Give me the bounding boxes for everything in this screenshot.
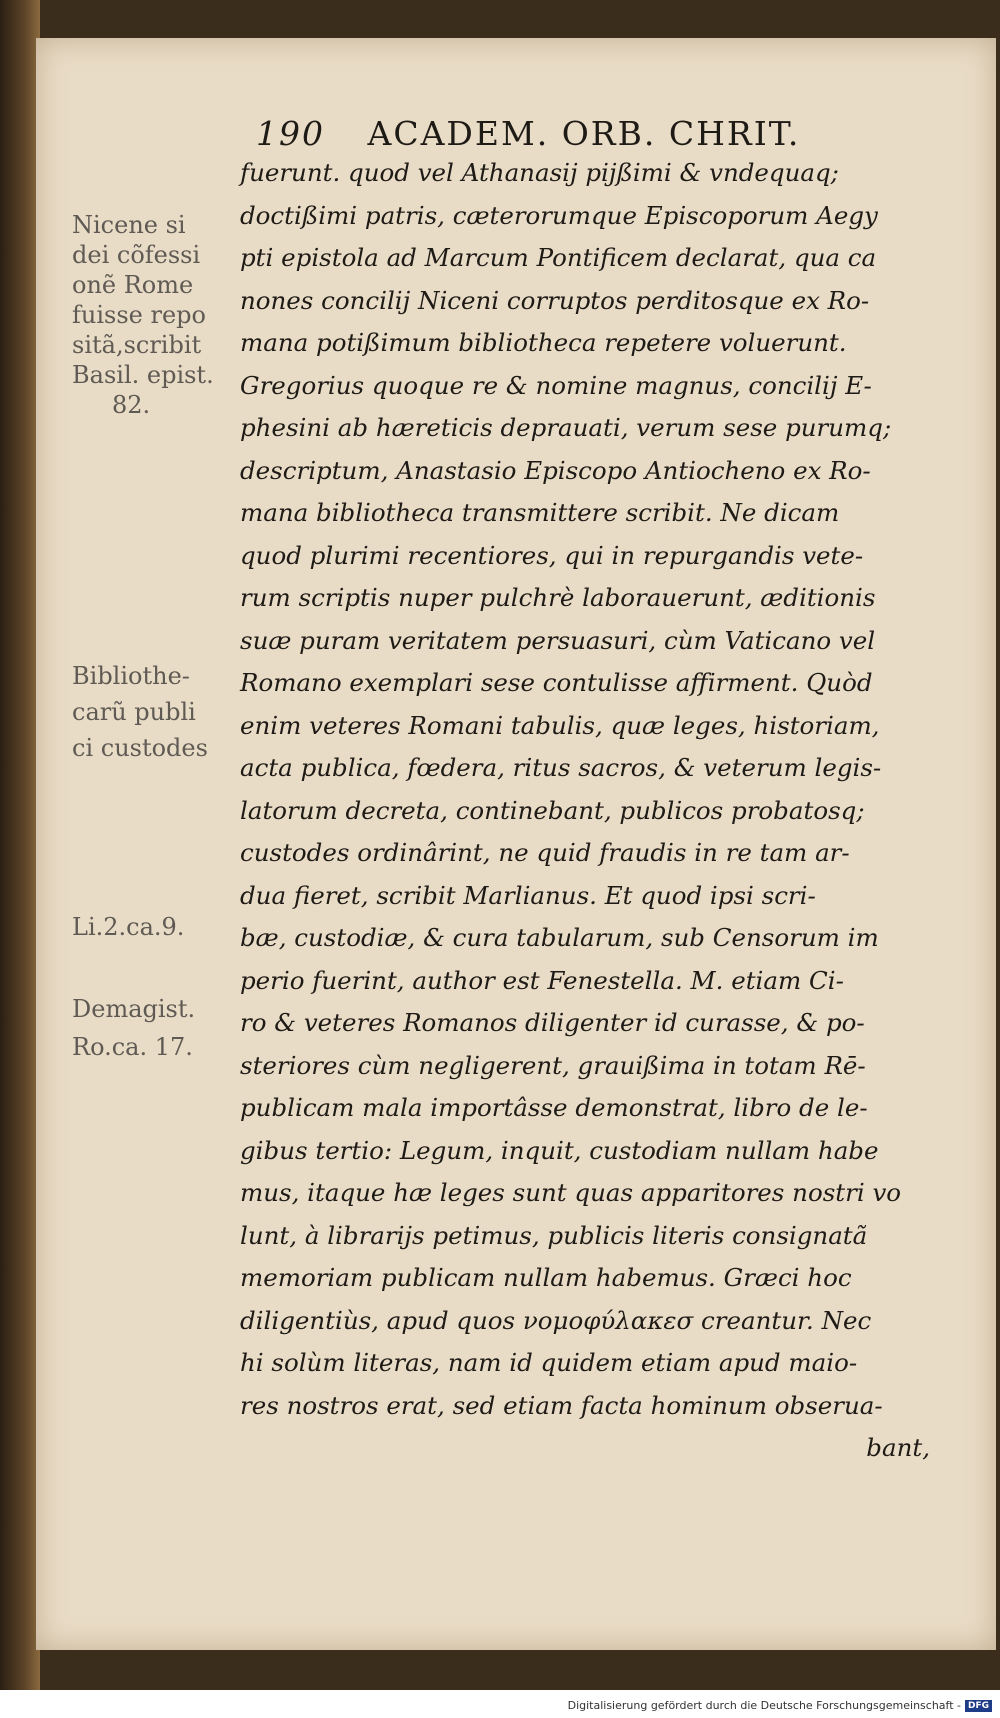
- text-line: mana bibliotheca transmittere scribit. Ne dicam: [240, 498, 840, 527]
- text-line: fuerunt. quod vel Athanasij pijßimi & vndequaq;: [240, 158, 839, 187]
- text-line: diligentiùs, apud quos νομοφύλακεσ creantur. Nec: [240, 1305, 872, 1335]
- text-line: suæ puram veritatem persuasuri, cùm Vaticano vel: [240, 625, 876, 655]
- text-line: Gregorius quoque re & nomine magnus, concilij E-: [240, 370, 872, 400]
- margin-note-line: 82.: [112, 391, 151, 419]
- digitization-credit: [568, 1699, 992, 1712]
- margin-note-line: dei cõfessi: [72, 241, 201, 269]
- page-number: 190: [256, 114, 325, 153]
- text-line: lunt, à librarijs petimus, publicis literis consignatã: [240, 1220, 868, 1250]
- text-line: dua fieret, scribit Marlianus. Et quod ipsi scri-: [240, 880, 816, 910]
- text-line: hi solùm literas, nam id quidem etiam apud maio-: [240, 1348, 858, 1377]
- margin-note-line: onẽ Rome: [72, 271, 194, 299]
- margin-note-line: ci custodes: [72, 734, 208, 762]
- text-line: steriores cùm negligerent, grauißima in totam Rē-: [240, 1050, 866, 1080]
- text-line: perio fuerint, author est Fenestella. M. etiam Ci-: [240, 965, 844, 995]
- margin-note-line: fuisse repo: [72, 301, 206, 329]
- footer-bar: [0, 1690, 1000, 1718]
- text-line: pti epistola ad Marcum Pontificem declarat, qua ca: [240, 243, 877, 272]
- text-line: bæ, custodiæ, & cura tabularum, sub Censorum im: [240, 923, 879, 952]
- page-header: [256, 114, 800, 153]
- running-title: ACADEM. ORB. CHRIT.: [367, 114, 801, 153]
- margin-note-line: carũ publi: [72, 698, 196, 726]
- credit-text: Digitalisierung gefördert durch die Deutsche Forschungsgemeinschaft -: [567, 1699, 961, 1712]
- margin-note: [72, 210, 242, 420]
- text-line: latorum decreta, continebant, publicos probatosq;: [240, 795, 865, 825]
- text-line: ro & veteres Romanos diligenter id curasse, & po-: [240, 1008, 865, 1037]
- text-line: quod plurimi recentiores, qui in repurgandis vete-: [240, 540, 864, 570]
- margin-note-line: Ro.ca. 17.: [72, 1033, 193, 1061]
- text-line: phesini ab hæreticis deprauati, verum sese purumq;: [240, 413, 892, 442]
- book-binding-edge: [0, 0, 40, 1718]
- margin-note-line: sitã,scribit: [72, 331, 202, 359]
- text-line: res nostros erat, sed etiam facta hominum obserua-: [240, 1390, 883, 1420]
- text-line: custodes ordinârint, ne quid fraudis in re tam ar-: [240, 838, 850, 867]
- text-line: memoriam publicam nullam habemus. Græci hoc: [240, 1263, 852, 1292]
- text-line: mus, itaque hæ leges sunt quas apparitores nostri vo: [240, 1178, 902, 1207]
- margin-note-line: Li.2.ca.9.: [72, 913, 185, 941]
- text-line: mana potißimum bibliotheca repetere voluerunt.: [240, 328, 847, 357]
- main-text-column: [240, 152, 950, 1470]
- text-line: Romano exemplari sese contulisse affirment. Quòd: [240, 668, 873, 697]
- margin-note: [72, 990, 242, 1066]
- text-line: publicam mala importâsse demonstrat, libro de le-: [240, 1093, 868, 1122]
- margin-note: [72, 658, 242, 766]
- margin-note-line: Bibliothe-: [72, 662, 190, 690]
- margin-note-line: Basil. epist.: [72, 361, 214, 389]
- text-line: acta publica, fœdera, ritus sacros, & veterum legis-: [240, 753, 882, 782]
- text-line: gibus tertio: Legum, inquit, custodiam nullam habe: [240, 1135, 879, 1165]
- text-line: nones concilij Niceni corruptos perditosque ex Ro-: [240, 285, 870, 315]
- text-line: rum scriptis nuper pulchrè laborauerunt, æditionis: [240, 583, 876, 612]
- catchword: bant,: [866, 1433, 930, 1462]
- margin-note: [72, 912, 242, 942]
- dfg-logo: DFG: [965, 1700, 992, 1712]
- margin-note-line: Demagist.: [72, 995, 196, 1023]
- text-line: descriptum, Anastasio Episcopo Antiocheno ex Ro-: [240, 455, 871, 485]
- margin-note-line: Nicene si: [72, 211, 186, 239]
- text-line: enim veteres Romani tabulis, quæ leges, historiam,: [240, 710, 880, 740]
- text-line: doctißimi patris, cæterorumque Episcoporum Aegy: [240, 200, 878, 230]
